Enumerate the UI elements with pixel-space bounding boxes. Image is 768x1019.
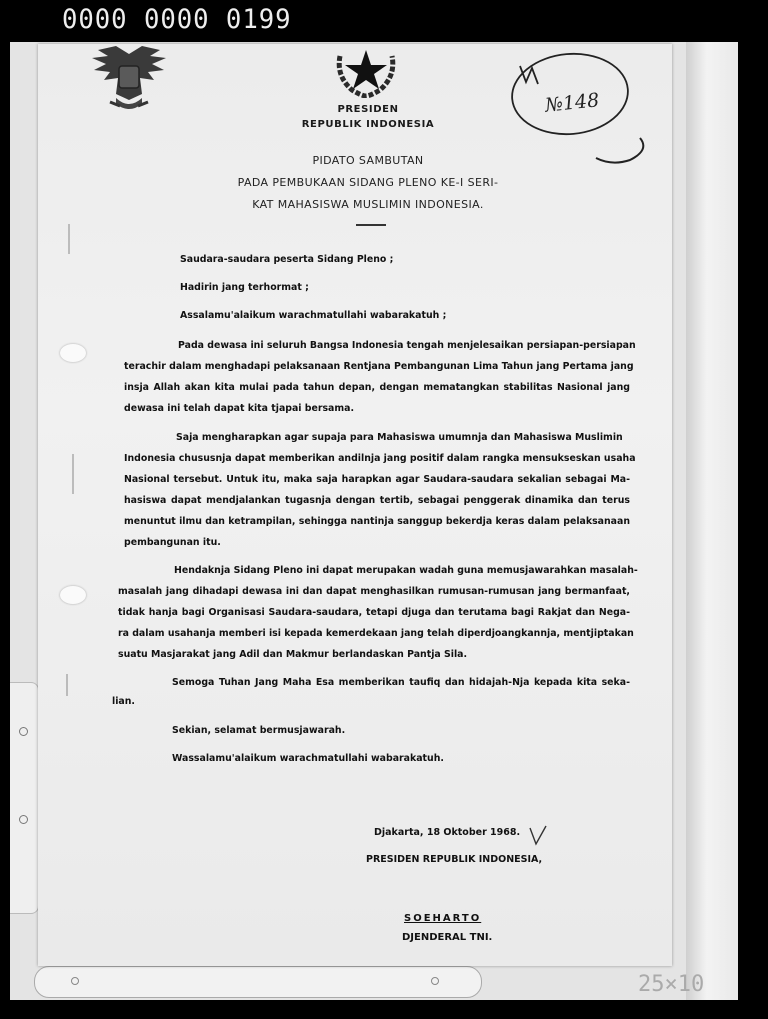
- closing-line: Wassalamu'alaikum warachmatullahi wabarakatuh.: [172, 753, 444, 764]
- greeting-line: Saudara-saudara peserta Sidang Pleno ;: [180, 254, 394, 265]
- paragraph-line: ra dalam usahanja memberi isi kepada kemerdekaan jang telah diperdjoangkannja, mentjiptakan: [118, 628, 634, 639]
- signature-place-date: Djakarta, 18 Oktober 1968.: [374, 827, 521, 838]
- margin-mark: [66, 674, 68, 696]
- paragraph-line: Hendaknja Sidang Pleno ini dapat merupakan wadah guna memusjawarahkan masalah-: [174, 565, 638, 576]
- paragraph-line: pembangunan itu.: [124, 537, 221, 548]
- paragraph-line: Nasional tersebut. Untuk itu, maka saja harapkan agar Saudara-saudara sekalian sebagai Ma-: [124, 474, 630, 485]
- paragraph-line: insja Allah akan kita mulai pada tahun depan, dengan mematangkan stabilitas Nasional jang: [124, 382, 630, 393]
- frame-mark: 25×10: [638, 972, 705, 997]
- letterhead-line-2: REPUBLIK INDONESIA: [301, 119, 435, 130]
- paragraph-line: tidak hanja bagi Organisasi Saudara-saudara, tetapi djuga dan terutama bagi Rakjat dan Nega-: [118, 607, 630, 618]
- binder-strip-bottom: [34, 966, 482, 998]
- signature-name: SOEHARTO: [404, 913, 482, 924]
- letterhead-line-1: PRESIDEN: [337, 104, 399, 115]
- film-frame-number: 0000 0000 0199: [62, 4, 292, 35]
- garuda-emblem-icon: [86, 44, 172, 114]
- binder-strip-left: [10, 682, 39, 914]
- paragraph-line: Indonesia chususnja dapat memberikan andilnja jang positif dalam rangka mensukseskan usaha: [124, 453, 636, 464]
- punch-hole: [60, 344, 86, 362]
- margin-mark: [68, 224, 70, 254]
- paragraph-line: masalah jang dihadapi dewasa ini dan dapat menghasilkan rumusan-rumusan jang bermanfaat,: [118, 586, 630, 597]
- paragraph-line: Semoga Tuhan Jang Maha Esa memberikan taufiq dan hidajah-Nja kepada kita seka-: [172, 677, 630, 688]
- title-line-2: PADA PEMBUKAAN SIDANG PLENO KE-I SERI-: [237, 176, 499, 189]
- paragraph-line: Pada dewasa ini seluruh Bangsa Indonesia tengah menjelesaikan persiapan-persiapan: [178, 340, 636, 351]
- binder-hole: [19, 815, 28, 824]
- paragraph-line: hasiswa dapat mendjalankan tugasnja dengan tertib, sebagai penggerak dinamika dan terus: [124, 495, 630, 506]
- signature-rank: DJENDERAL TNI.: [402, 932, 493, 943]
- paragraph-line: terachir dalam menghadapi pelaksanaan Rentjana Pembangunan Lima Tahun jang Pertama jang: [124, 361, 634, 372]
- archive-number-text: №148: [543, 89, 601, 117]
- binder-hole: [431, 977, 439, 985]
- paragraph-line: Saja mengharapkan agar supaja para Mahasiswa umumnja dan Mahasiswa Muslimin: [176, 432, 623, 443]
- paragraph-line: lian.: [112, 696, 135, 707]
- binder-hole: [71, 977, 79, 985]
- title-line-3: KAT MAHASISWA MUSLIMIN INDONESIA.: [252, 198, 484, 211]
- closing-line: Sekian, selamat bermusjawarah.: [172, 725, 346, 736]
- presidential-star-emblem-icon: [326, 46, 406, 98]
- greeting-line: Hadirin jang terhormat ;: [180, 282, 309, 293]
- margin-mark: [72, 454, 74, 494]
- checkmark-icon: [528, 824, 548, 846]
- greeting-line: Assalamu'alaikum warachmatullahi wabarakatuh ;: [180, 310, 447, 321]
- title-divider: [356, 224, 386, 226]
- binder-hole: [19, 727, 28, 736]
- title-line-1: PIDATO SAMBUTAN: [312, 154, 424, 167]
- document-page: [38, 44, 672, 966]
- signature-office: PRESIDEN REPUBLIK INDONESIA,: [366, 854, 543, 865]
- paragraph-line: suatu Masjarakat jang Adil dan Makmur berlandaskan Pantja Sila.: [118, 649, 468, 660]
- paragraph-line: menuntut ilmu dan ketrampilan, sehingga nantinja sanggup bekerdja keras dalam pelaksanaan: [124, 516, 630, 527]
- paragraph-line: dewasa ini telah dapat kita tjapai bersama.: [124, 403, 355, 414]
- punch-hole: [60, 586, 86, 604]
- sheet-edge: [686, 42, 738, 1000]
